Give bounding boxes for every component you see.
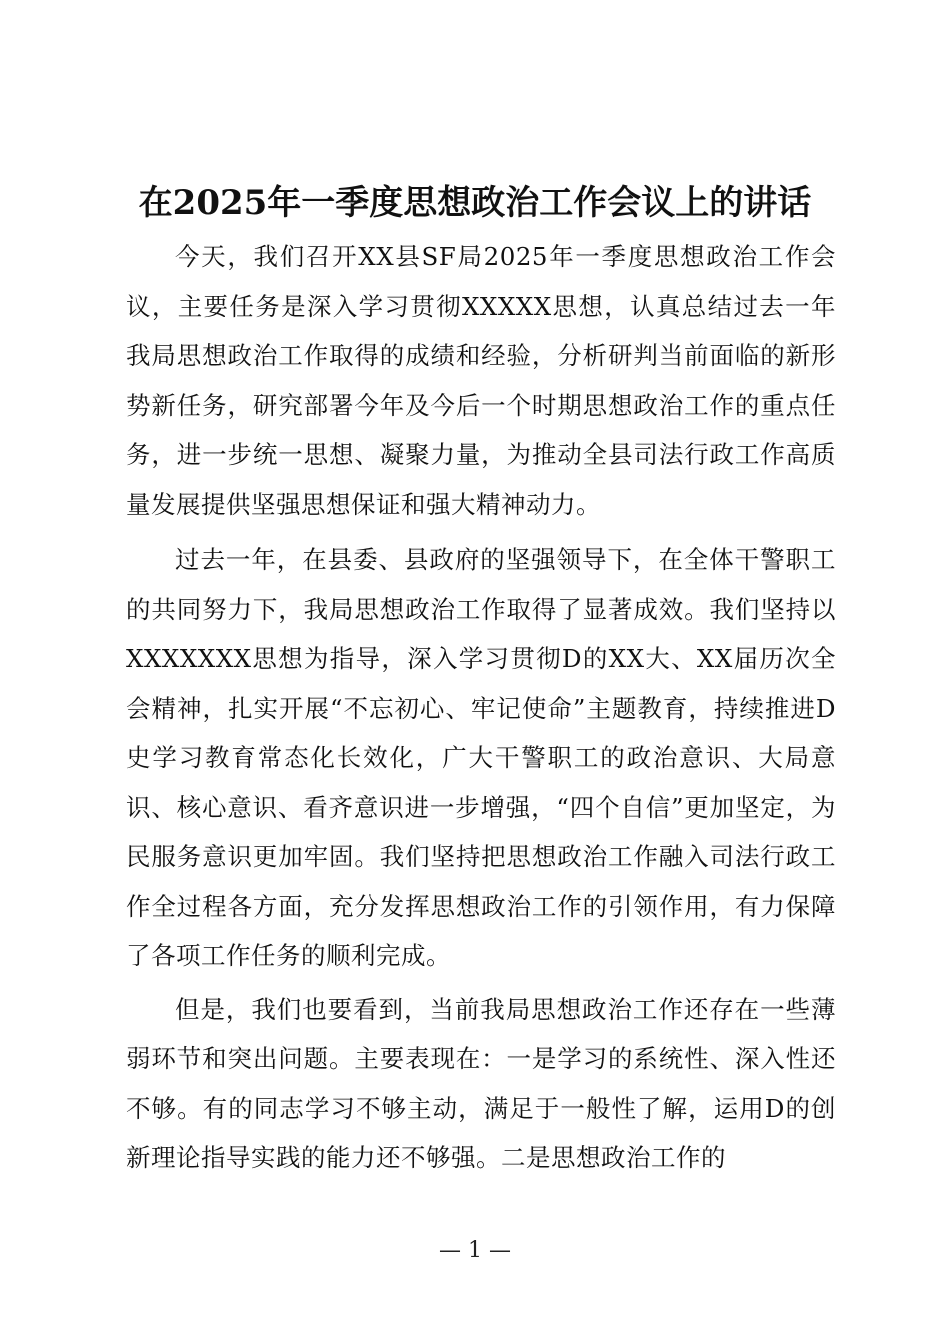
paragraph-problems: 但是，我们也要看到，当前我局思想政治工作还存在一些薄弱环节和突出问题。主要表现在：一是学习的系统性、深入性还不够。有的同志学习不够主动，满足于一般性了解，运用D的创新理论指导实践的能力还不够强。二是思想政治工作的 — [126, 994, 836, 1172]
paragraph-achievements: 过去一年，在县委、县政府的坚强领导下，在全体干警职工的共同努力下，我局思想政治工作取得了显著成效。我们坚持以XXXXXXX思想为指导，深入学习贯彻D的XX大、XX届历次全会精神，扎实开展“不忘初心、牢记使命”主题教育，持续推进D史学习教育常态化长效化，广大干警职工的政治意识、大局意识、核心意识、看齐意识进一步增强，“四个自信”更加坚定，为民服务意识更加牢固。我们坚持把思想政治工作融入司法行政工作全过程各方面，充分发挥思想政治工作的引领作用，有力保障了各项工作任务的顺利完成。 — [126, 545, 836, 970]
document-title: 在2025年一季度思想政治工作会议上的讲话 — [138, 183, 812, 223]
document-body — [126, 232, 836, 1187]
page-number: — 1 — — [439, 1238, 511, 1263]
paragraph-opening: 今天，我们召开XX县SF局2025年一季度思想政治工作会议，主要任务是深入学习贯彻XXXXX思想，认真总结过去一年我局思想政治工作取得的成绩和经验，分析研判当前面临的新形势新任务，研究部署今年及今后一个时期思想政治工作的重点任务，进一步统一思想、凝聚力量，为推动全县司法行政工作高质量发展提供坚强思想保证和强大精神动力。 — [126, 242, 836, 519]
